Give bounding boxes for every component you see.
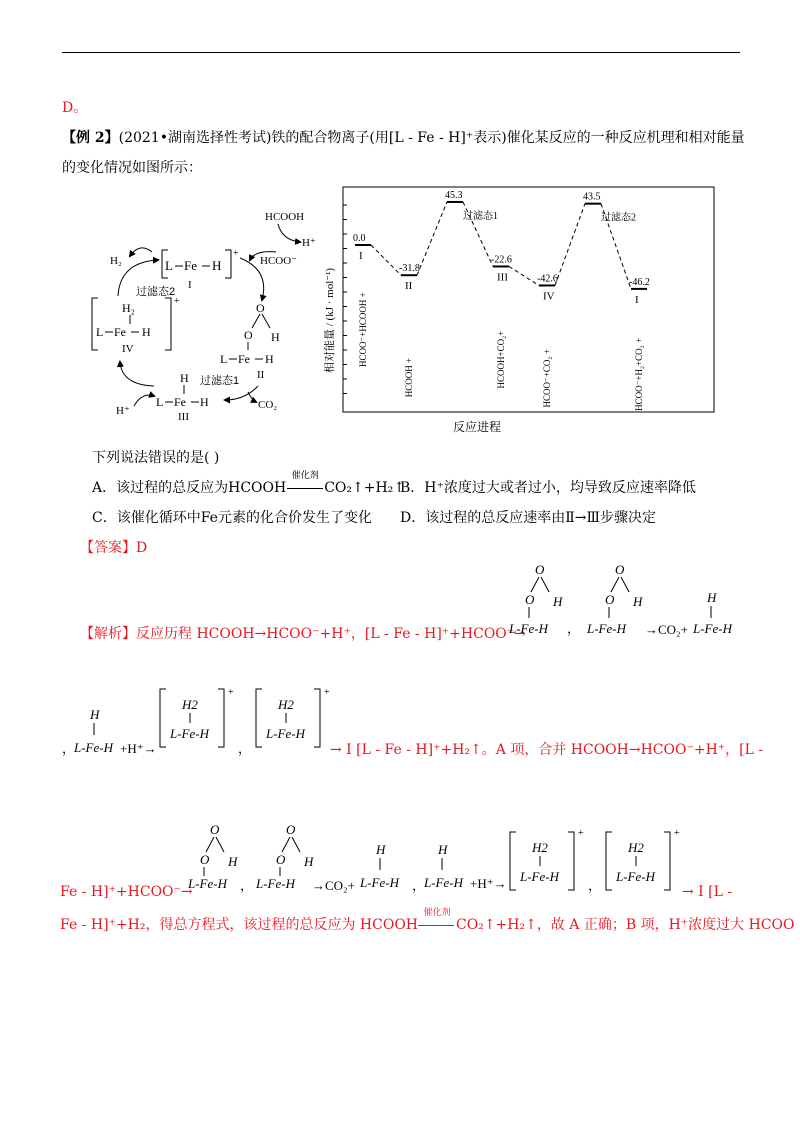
l3-lfeh-3: L-Fe-H	[616, 869, 655, 884]
l3-charge-2: +	[674, 828, 680, 839]
s2-lfeh: L-Fe-H	[587, 621, 626, 636]
charge-i: +	[233, 248, 239, 259]
s2-o: O	[605, 592, 615, 607]
energy-value-7: -46.2	[629, 276, 650, 288]
example-tag: 【例 2】	[62, 130, 119, 146]
species-label-7: HCOO⁻+H₂+CO₂ +	[634, 337, 644, 411]
l3-comma-2: ，	[412, 878, 426, 893]
cycle-h-plus-in: H⁺	[116, 405, 130, 417]
l3-lfeh-2: L-Fe-H	[520, 869, 559, 884]
species-label-2: HCOOH +	[404, 357, 414, 398]
ligand-l-iii: L	[156, 395, 164, 409]
s1-h: H	[553, 594, 563, 609]
l2-comma-1: ，	[62, 741, 76, 756]
l2-h2-2: H2	[278, 697, 294, 712]
previous-answer: D。	[62, 100, 88, 116]
catalytic-cycle-diagram	[80, 200, 340, 425]
s3-h: H	[707, 590, 717, 605]
l2-lfeh-3: L-Fe-H	[266, 726, 305, 741]
state-label-4: III	[497, 271, 508, 284]
h2-iv: H₂	[122, 301, 135, 315]
l2-h-top: H	[90, 707, 100, 722]
connector-2	[417, 202, 447, 275]
option-d[interactable]: D．该过程的总反应速率由Ⅱ→Ⅲ步骤决定	[400, 510, 656, 526]
h-top-iii: H	[180, 371, 189, 385]
energy-value-4: -22.6	[491, 254, 512, 266]
fe-ii: Fe	[238, 352, 250, 366]
l3-plus-h: +H⁺→	[470, 876, 507, 891]
l3-s1-o-top: O	[210, 822, 220, 837]
l3-s3-lfeh: L-Fe-H	[360, 875, 399, 890]
ligand-l-i: L	[165, 258, 173, 273]
l2-h2-1: H2	[182, 697, 198, 712]
option-a[interactable]	[92, 471, 406, 498]
ts-label-3: 过滤态1	[463, 210, 498, 222]
cycle-h2-out: H₂	[110, 255, 122, 267]
l3-arrow-co2: →CO₂+	[312, 878, 355, 893]
option-a-text: A．该过程的总反应为HCOOH	[92, 480, 287, 496]
l2-plus-h: +H⁺→	[120, 741, 157, 756]
analysis-line-3-end: → Ⅰ [L -	[682, 884, 733, 900]
o-top-ii: O	[256, 301, 265, 315]
state-label-5: IV	[543, 290, 555, 303]
l2-charge-1: +	[228, 687, 234, 698]
option-a-products: CO₂↑+H₂↑	[324, 480, 406, 496]
example-intro	[62, 128, 745, 148]
state-label-7: I	[635, 293, 639, 306]
label-i: I	[188, 279, 192, 291]
connector-5	[555, 204, 585, 286]
analysis-line-1: 【解析】反应历程 HCOOH→HCOO⁻+H⁺，[L - Fe - H]⁺+HCOO⁻→	[80, 626, 526, 642]
fe-iv: Fe	[114, 325, 126, 339]
charge-iv: +	[174, 296, 180, 307]
state-label-2: II	[405, 280, 413, 293]
ts1-label: 过滤态1	[200, 375, 240, 387]
species-label-5: HCOO⁻+CO₂ +	[542, 349, 552, 408]
l3-s1-o: O	[200, 852, 210, 867]
l2-charge-2: +	[324, 687, 330, 698]
energy-value-3: 45.3	[445, 189, 463, 201]
analysis-line-3-start: Fe - H]⁺+HCOO⁻→	[60, 884, 193, 900]
hydride-structures	[60, 685, 340, 760]
analysis-line-3-structures	[188, 820, 688, 900]
s1-lfeh: L-Fe-H	[509, 621, 548, 636]
analysis-line-4	[60, 908, 795, 935]
l3-s2-o: O	[276, 852, 286, 867]
l3-s2-h: H	[304, 854, 314, 869]
label-iii: III	[178, 411, 189, 423]
cycle-co2: CO₂	[258, 399, 278, 411]
energy-profile-chart	[323, 183, 738, 445]
l3-h2-2: H2	[628, 840, 644, 855]
analysis-line-4a: Fe - H]⁺+H₂，得总方程式，该过程的总反应为 HCOOH	[60, 917, 419, 933]
ts-label-6: 过滤态2	[601, 212, 636, 224]
catalyst-label-2: 催化剂	[423, 908, 451, 918]
bracket-right-i	[225, 250, 231, 278]
line3-structures	[188, 820, 688, 900]
s2-h: H	[633, 594, 643, 609]
h-iv: H	[142, 325, 151, 339]
ts2-label: 过滤态2	[136, 286, 176, 298]
label-ii: II	[257, 369, 265, 381]
header-rule	[62, 52, 740, 53]
h-ii: H	[265, 352, 274, 366]
answer-label: 【答案】D	[80, 540, 148, 556]
analysis-line-2: → Ⅰ [L - Fe - H]⁺+H₂↑。A 项，合并 HCOOH→HCOO⁻+H⁺，[L -	[330, 742, 764, 758]
option-b[interactable]: B．H⁺浓度过大或者过小，均导致反应速率降低	[400, 480, 696, 496]
h-i: H	[212, 258, 222, 273]
x-axis-label: 反应进程	[453, 420, 502, 434]
y-axis-label: 相对能量 / (kJ · mol⁻¹)	[324, 267, 336, 373]
s1-comma: ，	[567, 621, 581, 636]
connector-1	[371, 245, 401, 275]
s1-o-top: O	[535, 562, 545, 577]
ligand-l-ii: L	[220, 352, 228, 366]
s3-lfeh: L-Fe-H	[693, 621, 732, 636]
energy-value-2: -31.8	[399, 263, 420, 275]
l3-charge-1: +	[578, 828, 584, 839]
l3-h2-1: H2	[532, 840, 548, 855]
formate-structures	[505, 560, 760, 650]
analysis-line-1-structures	[505, 560, 760, 650]
chart-frame	[343, 187, 714, 412]
l3-s3-h: H	[376, 842, 386, 857]
connector-4	[509, 266, 539, 285]
o-ii: O	[244, 328, 253, 342]
cycle-hcooh: HCOOH	[265, 211, 305, 223]
analysis-line-4b: CO₂↑+H₂↑，故 A 正确；B 项，H⁺浓度过大 HCOO	[456, 917, 795, 933]
l3-s2-lfeh: L-Fe-H	[256, 876, 295, 891]
fe-i: Fe	[184, 258, 197, 273]
energy-value-5: -42.6	[537, 273, 558, 285]
catalyst-label: 催化剂	[291, 471, 319, 481]
h-formyl-ii: H	[271, 330, 280, 344]
l2-lfeh-2: L-Fe-H	[170, 726, 209, 741]
h-iii: H	[200, 395, 209, 409]
energy-value-6: 43.5	[583, 191, 601, 203]
l2-lfeh: L-Fe-H	[74, 740, 113, 755]
catalyst-arrow	[286, 471, 324, 498]
ligand-l-iv: L	[96, 325, 104, 339]
state-label-1: I	[359, 250, 363, 262]
example-intro-text: (2021•湖南选择性考试)铁的配合物离子(用[L - Fe - H]⁺表示)催化某反应的一种反应机理和相对能量	[118, 130, 745, 146]
l3-comma-3: ，	[588, 878, 602, 893]
cycle-h-plus: H⁺	[302, 237, 316, 249]
cycle-hcoo: HCOO⁻	[260, 255, 297, 267]
catalyst-arrow-2	[418, 908, 456, 935]
l2-comma-2: ，	[238, 741, 252, 756]
option-c[interactable]: C．该催化循环中Fe元素的化合价发生了变化	[92, 510, 372, 526]
l3-s1-lfeh: L-Fe-H	[188, 876, 227, 891]
species-label-4: HCOOH+CO₂+	[496, 330, 506, 389]
label-iv: IV	[122, 343, 134, 355]
example-intro-2: 的变化情况如图所示：	[62, 160, 202, 176]
l3-s4-lfeh: L-Fe-H	[424, 875, 463, 890]
question-stem: 下列说法错误的是( )	[92, 450, 220, 466]
species-label-1: HCOO⁻+HCOOH +	[358, 292, 368, 367]
s1-o: O	[525, 592, 535, 607]
s2-o-top: O	[615, 562, 625, 577]
l3-s4-h: H	[438, 842, 448, 857]
fe-iii: Fe	[174, 395, 186, 409]
l3-s2-o-top: O	[286, 822, 296, 837]
arrow-co2-1: →CO₂+	[645, 622, 688, 637]
analysis-line-2-structures	[60, 685, 340, 760]
l3-comma-1: ，	[240, 878, 254, 893]
l3-s1-h: H	[228, 854, 238, 869]
energy-value-1: 0.0	[353, 233, 366, 244]
